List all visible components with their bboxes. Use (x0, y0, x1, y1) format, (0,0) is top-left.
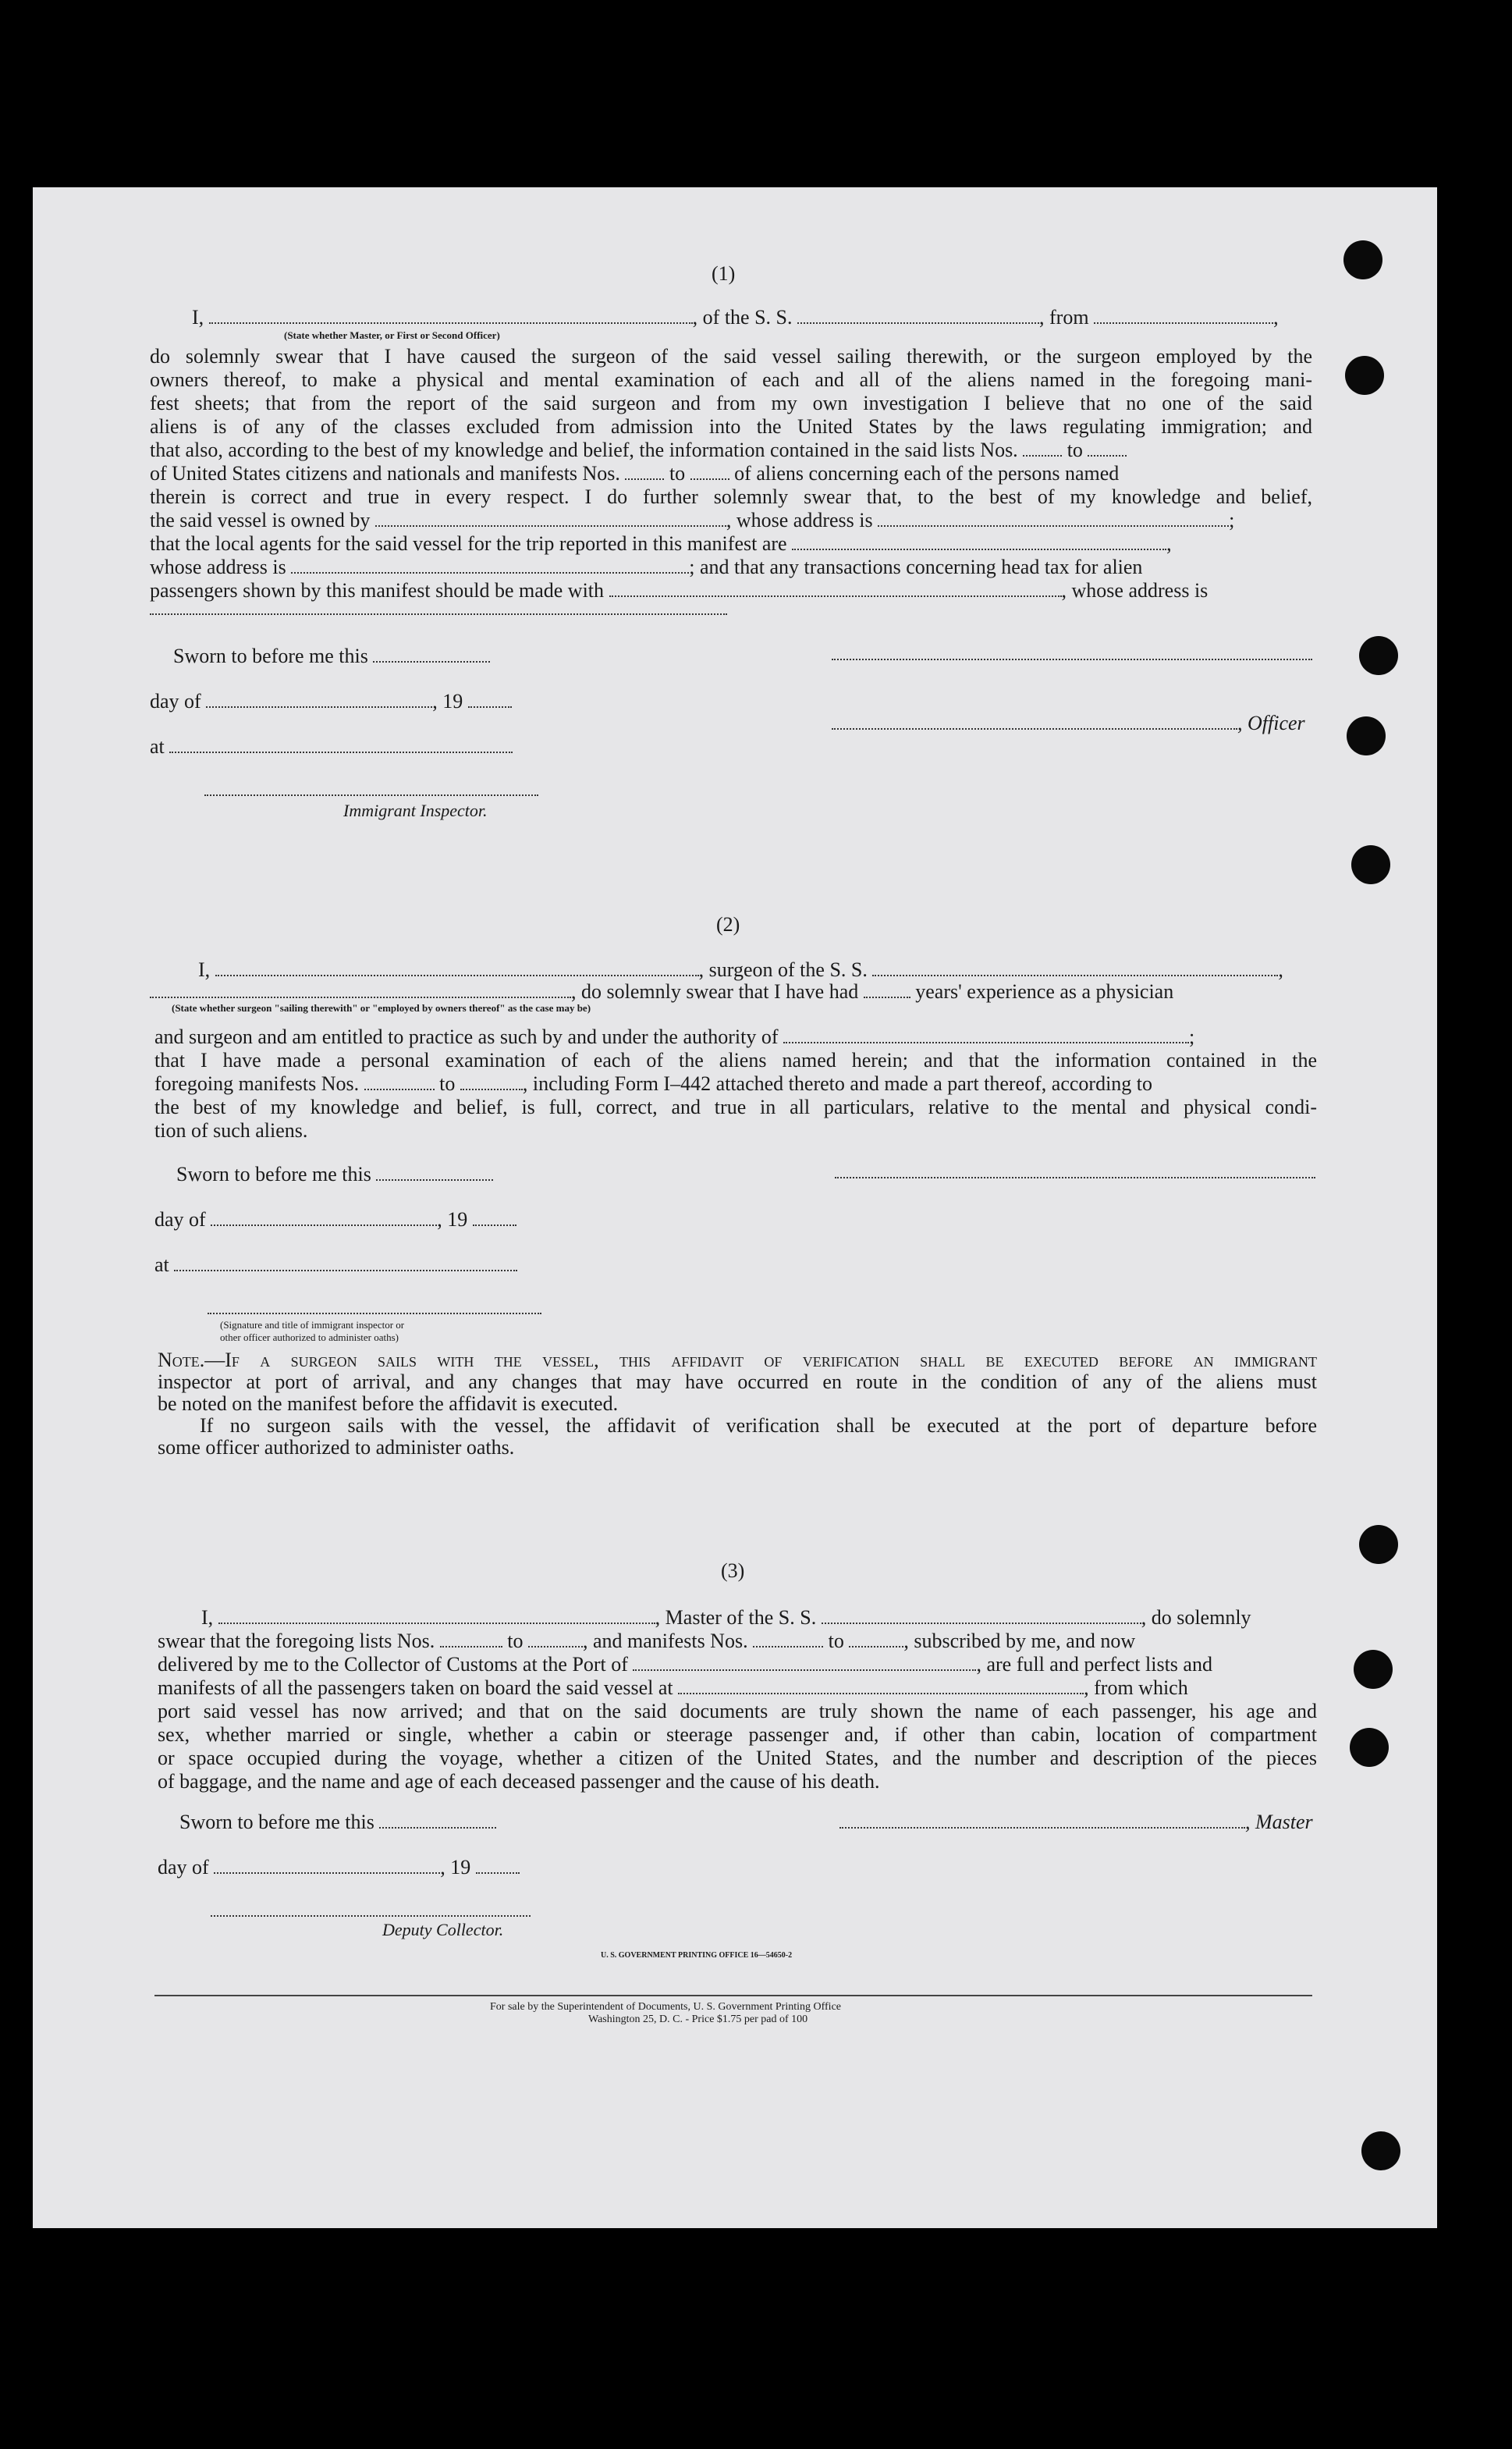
punch-hole (1343, 240, 1382, 279)
punch-hole (1350, 1728, 1389, 1767)
immigrant-inspector-label: Immigrant Inspector. (343, 801, 488, 820)
note-text: Note.—If a surgeon sails with the vessel, this affidavit of verification shall be executed before an immigrant (158, 1349, 1317, 1371)
surgeon-text-line: tion of such aliens. (154, 1119, 308, 1142)
day-line: day of , 19 (150, 690, 512, 713)
agents-line: that the local agents for the said vessel for the trip reported in this manifest are , (150, 532, 1172, 555)
punch-hole (1354, 1650, 1393, 1689)
master-vessel-field[interactable] (822, 1608, 1141, 1624)
boarding-port-field[interactable] (678, 1679, 1084, 1694)
year-field[interactable] (468, 692, 512, 708)
lists-to-field[interactable] (528, 1632, 583, 1647)
oath-text-line: do solemnly swear that I have caused the surgeon of the said vessel sailing therewith, or the surgeon employed by the (150, 345, 1312, 368)
authority-field[interactable] (783, 1028, 1189, 1043)
surgeon-vessel-field[interactable] (872, 961, 1278, 976)
year-field[interactable] (476, 1858, 520, 1874)
master-text-line: delivered by me to the Collector of Customs at the Port of , are full and perfect lists and (158, 1653, 1212, 1676)
sworn-date-field[interactable] (379, 1813, 496, 1829)
master-text-line: sex, whether married or single, whether a cabin or steerage passenger and, if other than cabin, location of compartment (158, 1723, 1317, 1746)
local-agents-field[interactable] (792, 535, 1166, 550)
surgeon-oath-line: I, , surgeon of the S. S. , (198, 958, 1283, 981)
signature-hint: (Signature and title of immigrant inspector or (220, 1319, 405, 1331)
master-signature-field[interactable] (839, 1813, 1245, 1829)
customs-port-field[interactable] (633, 1655, 976, 1671)
lists-to-field[interactable] (1088, 441, 1127, 457)
surgeon-text-line: that I have made a personal examination of each of the aliens named herein; and that the information contained in the (154, 1049, 1317, 1072)
day-line: day of , 19 (158, 1856, 520, 1879)
oath-text-line: aliens is of any of the classes excluded from admission into the United States by the laws regulating immigration; and (150, 415, 1312, 438)
punch-hole (1345, 356, 1384, 395)
manifests-to-field[interactable] (690, 464, 729, 480)
oath-text-line: that also, according to the best of my knowledge and belief, the information contained in the said lists Nos. to (150, 439, 1127, 462)
vessel-name-field[interactable] (797, 308, 1039, 324)
day-field[interactable] (214, 1858, 440, 1874)
agents-address-line: whose address is ; and that any transactions concerning head tax for alien (150, 556, 1143, 578)
surgeon-status-hint: (State whether surgeon "sailing therewith" or "employed by owners thereof" as the case may be) (172, 1002, 591, 1014)
sale-notice: Washington 25, D. C. - Price $1.75 per pad of 100 (588, 2014, 808, 2025)
day-field[interactable] (206, 692, 432, 708)
manifests-from-field[interactable] (625, 464, 664, 480)
at-line: at (150, 735, 513, 759)
year-field[interactable] (473, 1210, 516, 1226)
sworn-line: Sworn to before me this (173, 645, 490, 668)
master-signature-line: , Master (839, 1811, 1313, 1834)
note-text: inspector at port of arrival, and any changes that may have occurred en route in the condition of any of the aliens must (158, 1370, 1317, 1393)
oath-text-line: owners thereof, to make a physical and mental examination of each and all of the aliens named in the foregoing mani- (150, 368, 1312, 391)
head-tax-address-field[interactable] (150, 599, 727, 615)
signature-hint: other officer authorized to administer oaths) (220, 1331, 399, 1343)
manifests-from-field[interactable] (753, 1632, 823, 1647)
section-1-heading: (1) (712, 262, 736, 285)
master-text-line: or space occupied during the voyage, whether a citizen of the United States, and the number and description of the pieces (158, 1747, 1317, 1769)
lists-from-field[interactable] (1023, 441, 1062, 457)
collector-signature-field[interactable] (211, 1901, 531, 1917)
owner-line: the said vessel is owned by , whose address is ; (150, 509, 1235, 531)
inspector-signature-field[interactable] (208, 1299, 541, 1314)
officer-name-field[interactable] (209, 308, 693, 324)
master-oath-line: I, , Master of the S. S. , do solemnly (201, 1606, 1251, 1629)
sale-notice: For sale by the Superintendent of Documents, U. S. Government Printing Office (490, 2001, 841, 2013)
owner-name-field[interactable] (375, 511, 726, 527)
master-text-line: port said vessel has now arrived; and that on the said documents are truly shown the name of each passenger, his age and (158, 1700, 1317, 1722)
note-text: some officer authorized to administer oaths. (158, 1436, 515, 1459)
punch-hole (1359, 1525, 1398, 1564)
years-experience-field[interactable] (864, 983, 910, 998)
head-tax-party-field[interactable] (609, 581, 1062, 597)
deputy-collector-label: Deputy Collector. (382, 1920, 504, 1939)
manifests-to-field[interactable] (460, 1075, 523, 1090)
section-2-heading: (2) (716, 913, 740, 936)
punch-hole (1359, 636, 1398, 675)
sworn-date-field[interactable] (373, 647, 490, 663)
master-name-field[interactable] (218, 1608, 655, 1624)
note-text: If no surgeon sails with the vessel, the affidavit of verification shall be executed at the port of departure before (200, 1414, 1317, 1437)
departure-port-field[interactable] (1094, 308, 1273, 324)
sworn-line: Sworn to before me this (176, 1163, 493, 1186)
lists-from-field[interactable] (440, 1632, 502, 1647)
officer-title-hint: (State whether Master, or First or Second Officer) (284, 329, 500, 341)
day-line: day of , 19 (154, 1208, 516, 1232)
oath-text-line: of United States citizens and nationals and manifests Nos. to of aliens concerning each of the persons named (150, 462, 1120, 485)
sworn-line: Sworn to before me this (179, 1811, 496, 1834)
officer-signature-field[interactable] (832, 645, 1312, 660)
punch-hole (1351, 845, 1390, 884)
place-field[interactable] (174, 1256, 517, 1271)
punch-hole (1361, 2131, 1400, 2170)
sworn-date-field[interactable] (376, 1165, 493, 1181)
surgeon-text-line: foregoing manifests Nos. to , including Form I–442 attached thereto and made a part thereof, according to (154, 1072, 1153, 1095)
agents-address-field[interactable] (291, 558, 689, 574)
surgeon-name-field[interactable] (215, 961, 699, 976)
oath-text-line: fest sheets; that from the report of the said surgeon and from my own investigation I believe that no one of the said (150, 392, 1312, 414)
officer-title-field[interactable] (832, 714, 1237, 730)
section-3-heading: (3) (721, 1559, 745, 1582)
surgeon-text-line: and surgeon and am entitled to practice as such by and under the authority of ; (154, 1025, 1195, 1048)
officer-title-line: , Officer (832, 712, 1305, 735)
master-text-line: swear that the foregoing lists Nos. to , and manifests Nos. to , subscribed by me, and now (158, 1630, 1136, 1652)
surgeon-text-line: the best of my knowledge and belief, is full, correct, and true in all particulars, relative to the mental and physical condi- (154, 1096, 1317, 1118)
master-text-line: of baggage, and the name and age of each deceased passenger and the cause of his death. (158, 1770, 880, 1793)
surgeon-signature-field[interactable] (835, 1163, 1315, 1178)
at-line: at (154, 1253, 517, 1277)
printing-office-code: U. S. GOVERNMENT PRINTING OFFICE 16—54650-2 (601, 1951, 793, 1960)
surgeon-experience-line: , do solemnly swear that I have had years' experience as a physician (150, 980, 1173, 1004)
note-text: be noted on the manifest before the affidavit is executed. (158, 1392, 619, 1415)
head-tax-line: passengers shown by this manifest should be made with , whose address is (150, 579, 1209, 602)
punch-hole (1347, 716, 1386, 755)
place-field[interactable] (169, 738, 513, 753)
master-text-line: manifests of all the passengers taken on board the said vessel at , from which (158, 1676, 1188, 1699)
surgeon-status-field[interactable] (150, 983, 571, 998)
owner-address-field[interactable] (878, 511, 1229, 527)
officer-oath-line: I, , of the S. S. , from , (192, 306, 1279, 329)
day-field[interactable] (211, 1210, 437, 1226)
inspector-signature-field[interactable] (204, 780, 538, 796)
oath-text-line: therein is correct and true in every respect. I do further solemnly swear that, to the best of my knowledge and belief, (150, 485, 1312, 508)
manifests-from-field[interactable] (364, 1075, 435, 1090)
manifests-to-field[interactable] (849, 1632, 903, 1647)
footer-rule (154, 1995, 1312, 1996)
